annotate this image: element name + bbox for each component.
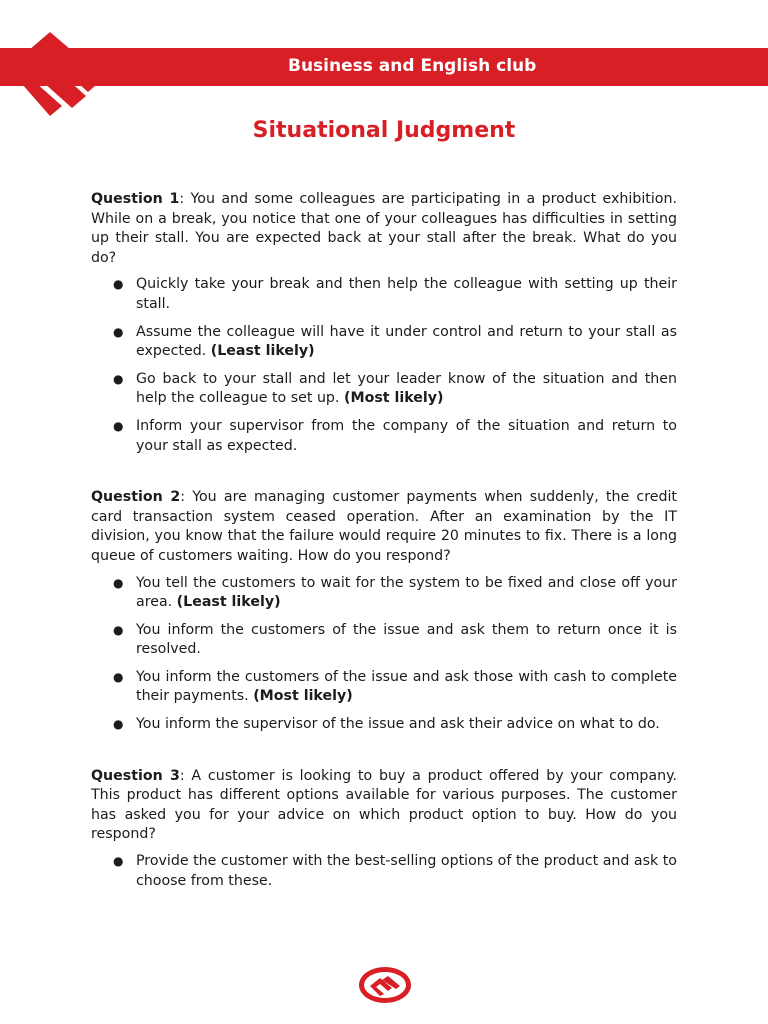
questions-list: [91, 190, 677, 923]
question-label: Question 3: [91, 767, 180, 784]
option-item: [91, 852, 677, 891]
option-text: Inform your supervisor from the company of the situation and return to your stall as expected.: [136, 417, 677, 454]
option-item: [91, 417, 677, 456]
question-2: [91, 488, 677, 735]
bullet-dot-icon: ●: [113, 371, 124, 386]
bullet-dot-icon: ●: [113, 854, 124, 869]
option-item: [91, 275, 677, 314]
option-text: Assume the colleague will have it under control and return to your stall as expected.: [136, 323, 677, 360]
question-3: [91, 767, 677, 892]
question-1: [91, 190, 677, 456]
page-title: Situational Judgment: [252, 118, 516, 143]
option-text: Go back to your stall and let your leader know of the situation and then help the colleague to set up.: [136, 370, 677, 407]
likelihood-tag: (Least likely): [210, 343, 315, 360]
likelihood-tag: (Most likely): [253, 688, 353, 705]
bullet-dot-icon: ●: [113, 717, 124, 732]
option-item: [91, 621, 677, 660]
question-text: [91, 767, 677, 845]
bullet-dot-icon: ●: [113, 324, 124, 339]
options-list: [91, 852, 677, 891]
options-list: [91, 574, 677, 735]
question-body: : You are managing customer payments when suddenly, the credit card transaction system ceased operation. After an examination by the IT division, you know that the failure would require 20 minutes to fix. There is a long queue of customers waiting. How do you respond?: [91, 489, 677, 564]
option-text: Quickly take your break and then help the colleague with setting up their stall.: [136, 276, 677, 312]
options-list: [91, 275, 677, 456]
option-text: Provide the customer with the best-selling options of the product and ask to choose from these.: [136, 853, 677, 889]
bullet-dot-icon: ●: [113, 622, 124, 637]
bullet-dot-icon: ●: [113, 575, 124, 590]
likelihood-tag: (Least likely): [176, 594, 281, 611]
question-body: : You and some colleagues are participating in a product exhibition. While on a break, you notice that one of your colleagues has difficulties in setting up their stall. You are expected back at your stall after the break. What do you do?: [91, 191, 677, 266]
option-text: You inform the customers of the issue and ask those with cash to complete their payments.: [136, 668, 677, 705]
bullet-dot-icon: ●: [113, 418, 124, 433]
bullet-dot-icon: ●: [113, 669, 124, 684]
question-text: [91, 488, 677, 566]
option-item: [91, 323, 677, 362]
option-text: You inform the supervisor of the issue and ask their advice on what to do.: [136, 716, 660, 733]
bullet-dot-icon: ●: [113, 277, 124, 292]
option-text: You tell the customers to wait for the system to be fixed and close off your area.: [136, 574, 677, 611]
option-text: You inform the customers of the issue and ask them to return once it is resolved.: [136, 621, 677, 658]
likelihood-tag: (Most likely): [343, 390, 444, 407]
question-label: Question 2: [91, 489, 181, 506]
option-item: [91, 574, 677, 613]
option-item: [91, 370, 677, 409]
handshake-logo-icon: [0, 26, 118, 118]
question-label: Question 1: [91, 191, 180, 207]
question-body: : A customer is looking to buy a product offered by your company. This product has different options available for various purposes. The customer has asked you for your advice on which product option to buy. How do you respond?: [91, 767, 677, 843]
banner-title: Business and English club: [288, 56, 537, 76]
question-text: [91, 190, 677, 268]
handshake-badge-icon: [358, 966, 412, 1004]
option-item: [91, 715, 677, 735]
option-item: [91, 668, 677, 707]
